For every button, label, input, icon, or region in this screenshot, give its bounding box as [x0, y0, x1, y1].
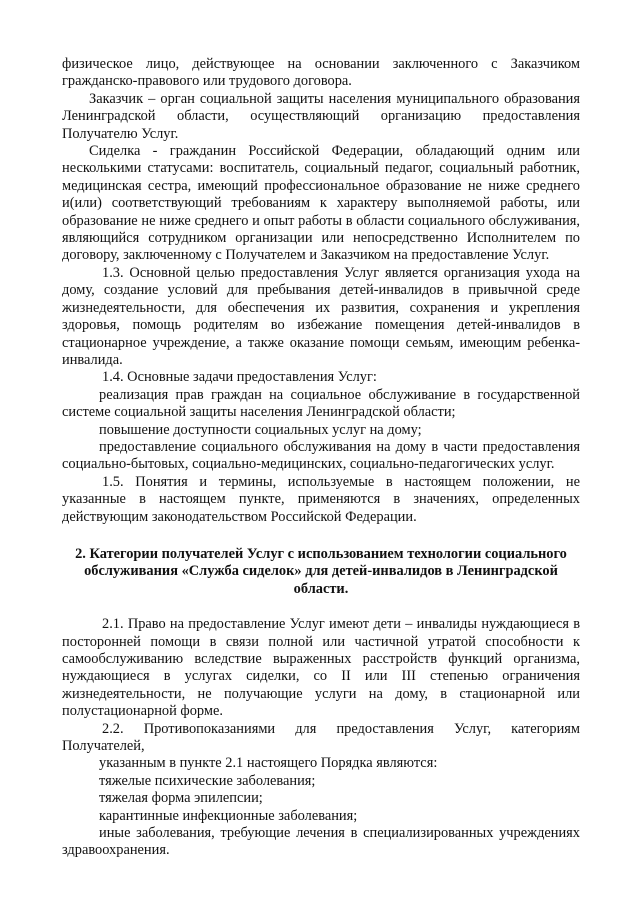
heading-line-2: обслуживания «Служба сиделок» для детей-инвалидов в Ленинградской: [84, 563, 558, 580]
paragraph-caregiver-def: Сиделка - гражданин Российской Федерации, обладающий одним или несколькими статусами: воспитатель, социальный педагог, социальный работник, медицинская сестра, имеющий профессиональное образование не ниже среднего и(или) соответствующий требованиям к характеру выполняемой работы, или образование не ниже среднего и опыт работы в области социального обслуживания, являющийся сотрудником организации или непосредственно Исполнителем по договору, заключенному с Получателем и Заказчиком на предоставление Услуг.: [62, 143, 580, 264]
section-2-heading: [62, 546, 580, 598]
paragraph-2-2-continued: указанным в пункте 2.1 настоящего Порядка являются:: [99, 755, 438, 772]
paragraph-1-4-tasks: 1.4. Основные задачи предоставления Услуг:: [102, 369, 377, 386]
heading-line-1: 2. Категории получателей Услуг с использованием технологии социального: [75, 545, 567, 562]
list-item-other-diseases: иные заболевания, требующие лечения в специализированных учреждениях здравоохранения.: [62, 825, 580, 859]
paragraph-executor-def-end: физическое лицо, действующее на основании заключенного с Заказчиком гражданско-правового или трудового договора.: [62, 56, 580, 90]
paragraph-2-2-contraindications: 2.2. Противопоказаниями для предоставления Услуг, категориям Получателей,: [62, 720, 580, 755]
list-item-quarantine-infections: карантинные инфекционные заболевания;: [99, 807, 358, 824]
paragraph-1-3-goal: 1.3. Основной целью предоставления Услуг является организация ухода на дому, создание условий для пребывания детей-инвалидов в привычной среде жизнедеятельности, для обеспечения их развития, сохранения и укрепления здоровья, помощь родителям во избежание помещения детей-инвалидов в стационарное учреждение, а также оказание помощи семьям, имеющим ребенка-инвалида.: [62, 264, 580, 368]
document-page: [62, 56, 580, 860]
paragraph-task-provision: предоставление социального обслуживания на дому в части предоставления социально-бытовых, социально-медицинских, социально-педагогических услуг.: [62, 438, 580, 473]
heading-line-3: области.: [293, 580, 349, 597]
paragraph-task-rights: реализация прав граждан на социальное обслуживание в государственной системе социальной защиты населения Ленинградской области;: [62, 386, 580, 421]
paragraph-2-1-eligibility: 2.1. Право на предоставление Услуг имеют дети – инвалиды нуждающиеся в посторонней помощи в связи полной или частичной утратой способности к самообслуживанию вследствие выраженных расстройств функций организма, нуждающиеся в услугах сиделки, со II или III степенью ограничения жизнедеятельности, не получающие услуги на дому, в стационарной или полустационарной форме.: [62, 616, 580, 720]
paragraph-1-5-terms: 1.5. Понятия и термины, используемые в настоящем положении, не указанные в настоящем пункте, применяются в значениях, определенных действующим законодательством Российской Федерации.: [62, 473, 580, 525]
paragraph-task-access: повышение доступности социальных услуг на дому;: [99, 421, 422, 438]
list-item-epilepsy: тяжелая форма эпилепсии;: [99, 790, 263, 807]
list-item-mental-illness: тяжелые психические заболевания;: [99, 772, 316, 789]
paragraph-customer-def: Заказчик – орган социальной защиты населения муниципального образования Ленинградской области, осуществляющий организацию предоставления Получателю Услуг.: [62, 90, 580, 142]
